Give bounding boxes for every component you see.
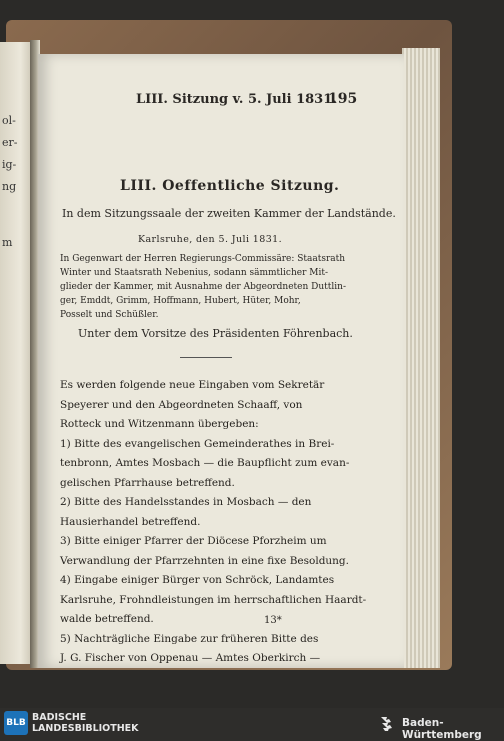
- chair-line: Unter dem Vorsitze des Präsidenten Föhrenbach.: [78, 327, 353, 340]
- coat-of-arms-icon: [379, 714, 397, 732]
- library-name[interactable]: [32, 712, 139, 734]
- body-line: Hausierhandel betreffend.: [60, 515, 201, 528]
- session-location: In dem Sitzungssaale der zweiten Kammer der Landstände.: [62, 207, 396, 220]
- body-line: walde betreffend.: [60, 613, 154, 625]
- attendance-line: Winter und Staatsrath Nebenius, sodann sämmtlicher Mit-: [60, 268, 329, 278]
- body-line: Rotteck und Witzenmann übergeben:: [60, 418, 259, 430]
- page-number: 195: [328, 91, 358, 107]
- left-page-fragment: m: [2, 236, 13, 249]
- left-page-fragment: er-: [2, 136, 18, 149]
- body-line: 3) Bitte einiger Pfarrer der Diöcese Pforzheim um: [60, 535, 327, 547]
- section-divider: [180, 357, 232, 358]
- body-line: 5) Nachträgliche Eingabe zur früheren Bitte des: [60, 632, 319, 645]
- attendance-line: glieder der Kammer, mit Ausnahme der Abgeordneten Duttlin-: [60, 282, 346, 292]
- attendance-line: Posselt und Schüßler.: [60, 310, 159, 320]
- session-title: LIII. Oeffentliche Sitzung.: [120, 178, 340, 194]
- footer-bar: [0, 708, 504, 741]
- page-edges: [402, 48, 440, 668]
- body-line: 1) Bitte des evangelischen Gemeinderathes in Brei-: [60, 437, 335, 450]
- place-date: Karlsruhe, den 5. Juli 1831.: [138, 234, 283, 245]
- blb-logo-badge[interactable]: BLB: [4, 711, 28, 735]
- attendance-line: ger, Emddt, Grimm, Hoffmann, Hubert, Hüter, Mohr,: [60, 296, 301, 306]
- left-page: [0, 42, 34, 664]
- petitions-text: [60, 376, 382, 669]
- body-line: Speyerer und den Abgeordneten Schaaff, von: [60, 398, 303, 411]
- left-page-fragment: ig-: [2, 158, 17, 171]
- left-page-fragment: ng: [2, 180, 17, 193]
- body-line: J. G. Fischer von Oppenau — Amtes Oberkirch —: [60, 652, 321, 664]
- body-line: 4) Eingabe einiger Bürger von Schröck, Landamtes: [60, 574, 335, 586]
- running-title: LIII. Sitzung v. 5. Juli 1831.: [136, 92, 337, 107]
- attendance-line: In Gegenwart der Herren Regierungs-Commissäre: Staatsrath: [60, 254, 346, 264]
- body-line: Es werden folgende neue Eingaben vom Sekretär: [60, 379, 325, 391]
- right-page: [38, 54, 404, 668]
- library-name-line: LANDESBIBLIOTHEK: [32, 723, 139, 734]
- body-line: tenbronn, Amtes Mosbach — die Baupflicht zum evan-: [60, 457, 350, 469]
- body-line: 2) Bitte des Handelsstandes in Mosbach — den: [60, 496, 312, 508]
- left-page-fragment: ol-: [2, 114, 16, 127]
- signature-mark: 13*: [264, 615, 282, 626]
- body-line: Karlsruhe, Frohndleistungen im herrschaftlichen Haardt-: [60, 593, 367, 606]
- body-line: gelischen Pfarrhause betreffend.: [60, 476, 235, 489]
- library-name-line: BADISCHE: [32, 712, 87, 723]
- body-line: Verwandlung der Pfarrzehnten in eine fixe Besoldung.: [60, 554, 349, 567]
- attendance-paragraph: [60, 252, 378, 322]
- state-name[interactable]: Baden-Württemberg: [402, 717, 482, 741]
